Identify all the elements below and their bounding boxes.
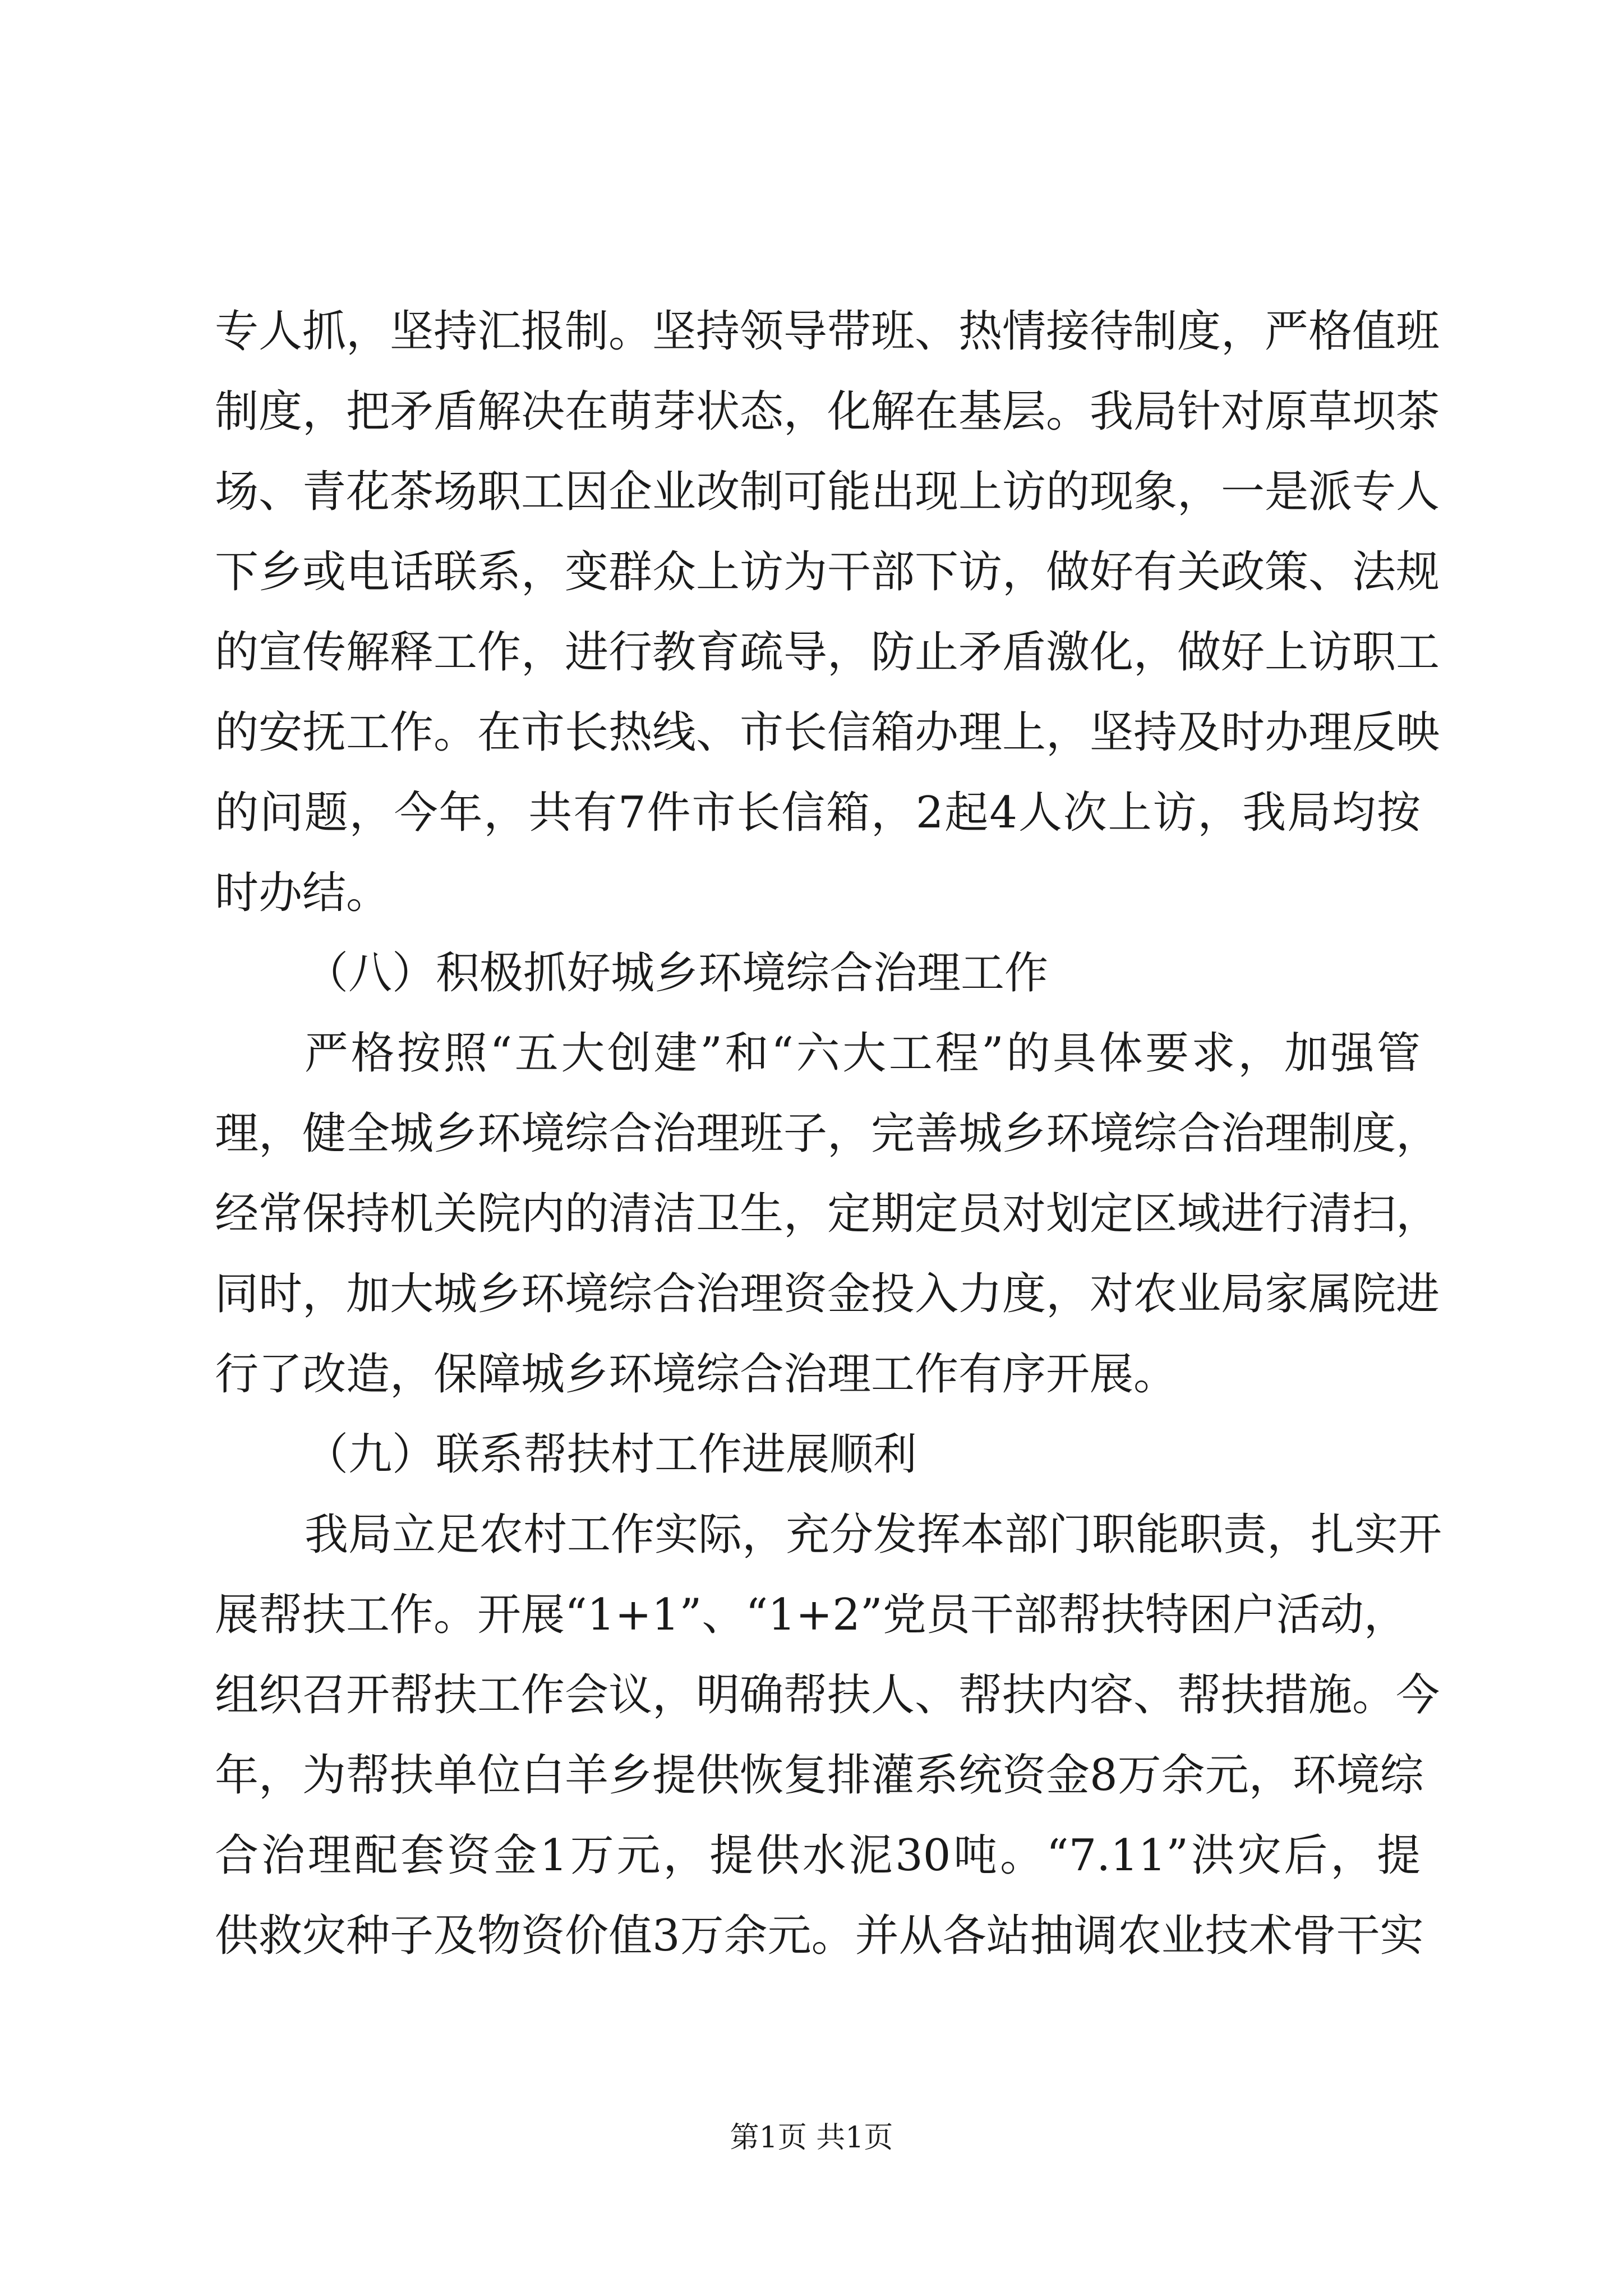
section-heading: （八）积极抓好城乡环境综合治理工作 — [305, 948, 1049, 999]
text-line: 展帮扶工作。开展“1+1”、“1+2”党员干部帮扶特困户活动， — [215, 1590, 1408, 1640]
section-heading: （九）联系帮扶村工作进展顺利 — [305, 1429, 917, 1480]
text-line: 时办结。 — [215, 868, 390, 918]
text-line: 年，为帮扶单位白羊乡提供恢复排灌系统资金8万余元，环境综 — [215, 1750, 1424, 1801]
text-line: 经常保持机关院内的清洁卫生，定期定员对划定区域进行清扫， — [215, 1189, 1440, 1239]
text-line: 的问题，今年，共有7件市长信箱，2起4人次上访，我局均按 — [215, 788, 1421, 838]
text-line: 的安抚工作。在市长热线、市长信箱办理上，坚持及时办理反映 — [215, 707, 1440, 758]
text-line: 理，健全城乡环境综合治理班子，完善城乡环境综合治理制度， — [215, 1108, 1440, 1159]
text-line: 行了改造，保障城乡环境综合治理工作有序开展。 — [215, 1349, 1178, 1400]
text-line: 我局立足农村工作实际，充分发挥本部门职能职责，扎实开 — [305, 1510, 1442, 1560]
text-line: 下乡或电话联系，变群众上访为干部下访，做好有关政策、法规 — [215, 547, 1440, 597]
text-line: 场、青花茶场职工因企业改制可能出现上访的现象，一是派专人 — [215, 467, 1440, 517]
text-line: 合治理配套资金1万元，提供水泥30吨。“7.11”洪灾后，提 — [215, 1830, 1421, 1881]
body-text — [215, 292, 1442, 1976]
text-line: 专人抓，坚持汇报制。坚持领导带班、热情接待制度，严格值班 — [215, 306, 1440, 357]
text-line: 的宣传解释工作，进行教育疏导，防止矛盾激化，做好上访职工 — [215, 627, 1440, 678]
text-line: 制度，把矛盾解决在萌芽状态，化解在基层。我局针对原草坝茶 — [215, 386, 1440, 437]
page-number-footer: 第1页 共1页 — [730, 2121, 893, 2155]
text-line: 组织召开帮扶工作会议，明确帮扶人、帮扶内容、帮扶措施。今 — [215, 1670, 1440, 1720]
text-line: 严格按照“五大创建”和“六大工程”的具体要求，加强管 — [305, 1028, 1421, 1079]
text-line: 同时，加大城乡环境综合治理资金投入力度，对农业局家属院进 — [215, 1269, 1440, 1319]
text-line: 供救灾种子及物资价值3万余元。并从各站抽调农业技术骨干实 — [215, 1911, 1424, 1961]
